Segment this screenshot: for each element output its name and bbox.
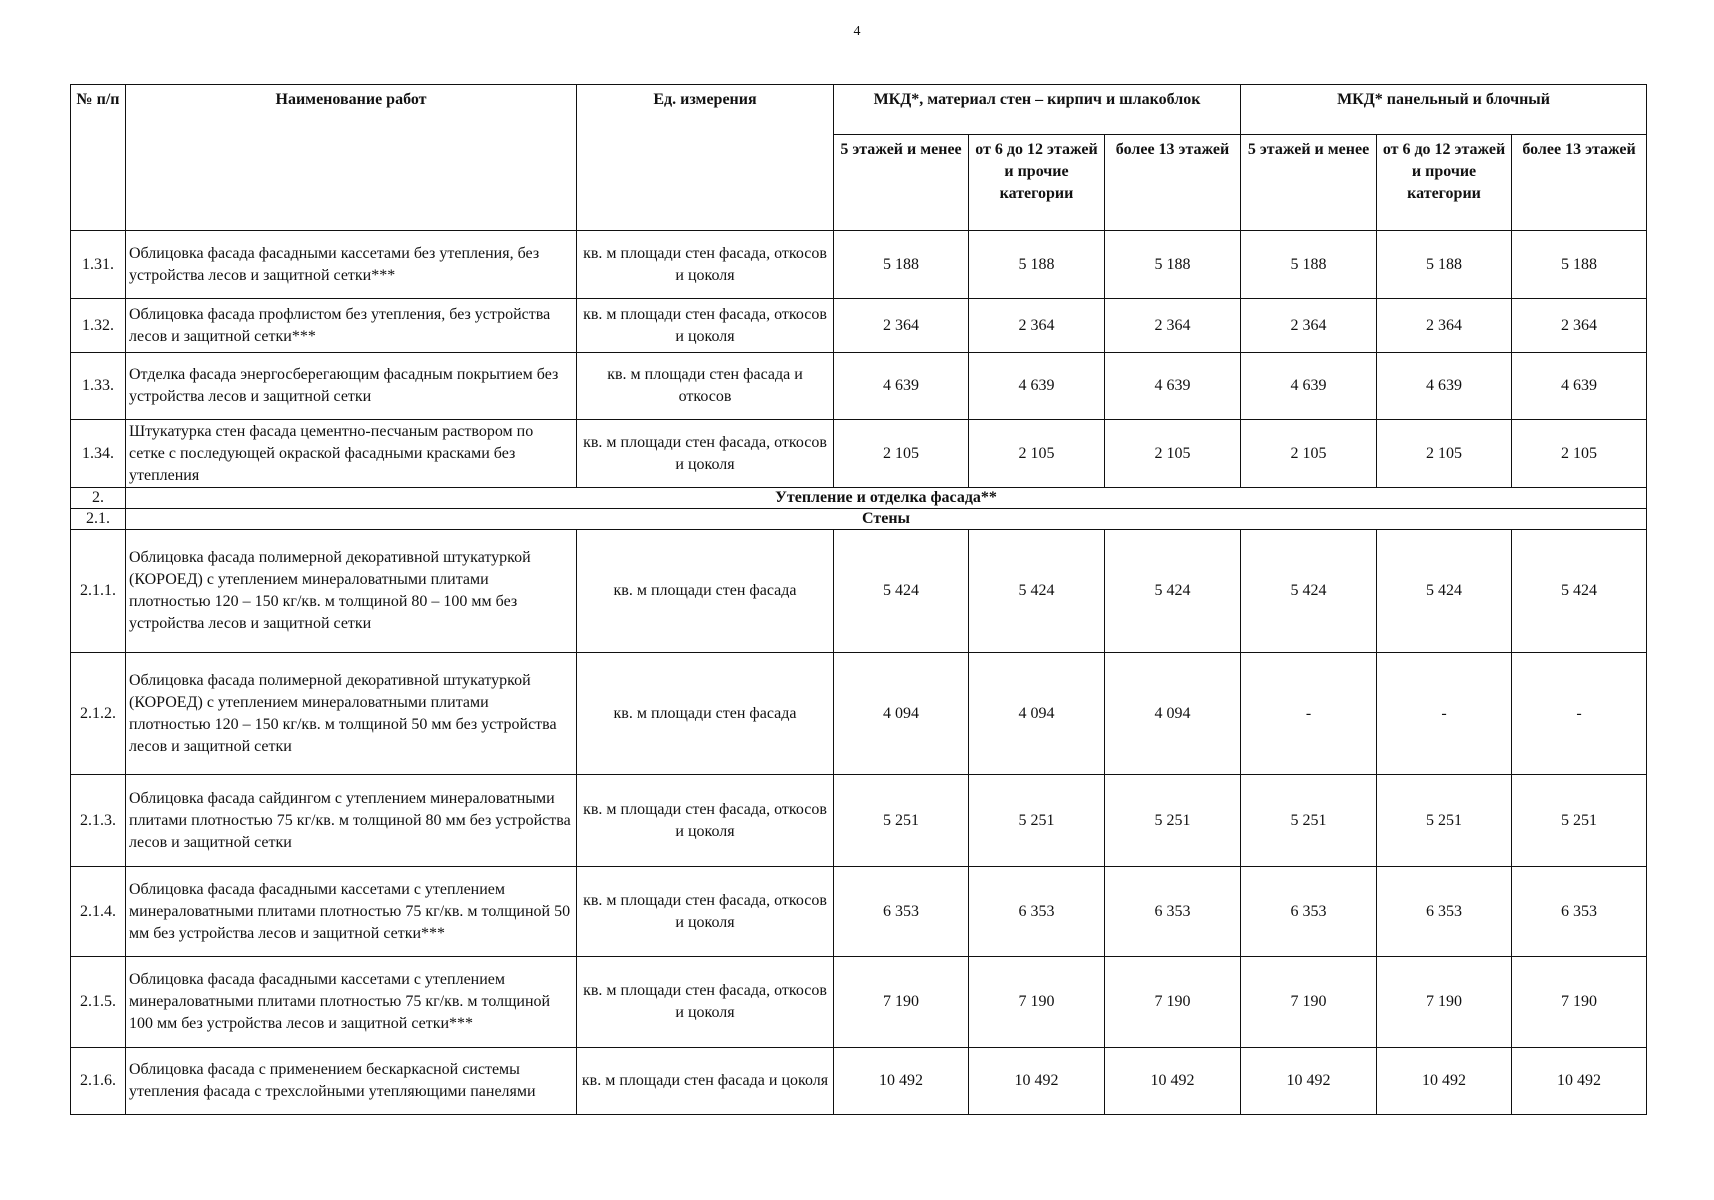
work-name: Штукатурка стен фасада цементно-песчаным раствором по сетке с последующей окраской фасадными красками без утепления [126,420,577,488]
value-cell: 6 353 [969,867,1105,957]
value-cell: 4 639 [1241,353,1377,420]
page-number: 4 [853,24,861,39]
value-cell: 5 251 [1377,775,1512,867]
row-number: 2.1.6. [71,1048,126,1115]
value-cell: 6 353 [1512,867,1647,957]
value-cell: 7 190 [1377,957,1512,1048]
table-row [71,867,1647,957]
work-name: Отделка фасада энергосберегающим фасадным покрытием без устройства лесов и защитной сетки [126,353,577,420]
table-row [71,299,1647,353]
value-cell: 5 188 [834,231,969,299]
value-cell: 4 094 [1105,653,1241,775]
value-cell: 5 251 [1241,775,1377,867]
table-row [71,231,1647,299]
section-row [71,488,1647,509]
work-name: Облицовка фасада фасадными кассетами с утеплением минераловатными плитами плотностью 75 кг/кв. м толщиной 50 мм без устройства лесов и защитной сетки*** [126,867,577,957]
header-sub: 5 этажей и менее [834,135,969,231]
header-name: Наименование работ [126,85,577,231]
value-cell: 5 424 [1377,530,1512,653]
value-cell: - [1512,653,1647,775]
section-title: Утепление и отделка фасада** [126,488,1647,509]
table-row [71,957,1647,1048]
row-number: 2.1.4. [71,867,126,957]
section-number: 2. [71,488,126,509]
header-sub: от 6 до 12 этажей и прочие категории [1377,135,1512,231]
row-number: 2.1.3. [71,775,126,867]
value-cell: 2 105 [969,420,1105,488]
value-cell: 7 190 [1512,957,1647,1048]
unit-cell: кв. м площади стен фасада, откосов и цоколя [577,420,834,488]
value-cell: 10 492 [1377,1048,1512,1115]
work-name: Облицовка фасада полимерной декоративной штукатуркой (КОРОЕД) с утеплением минераловатными плитами плотностью 120 – 150 кг/кв. м толщиной 50 мм без устройства лесов и защитной сетки [126,653,577,775]
header-sub: от 6 до 12 этажей и прочие категории [969,135,1105,231]
value-cell: 5 251 [834,775,969,867]
value-cell: 2 364 [834,299,969,353]
header-group-panel: МКД* панельный и блочный [1241,85,1647,135]
value-cell: 4 639 [969,353,1105,420]
value-cell: - [1377,653,1512,775]
unit-cell: кв. м площади стен фасада, откосов и цоколя [577,867,834,957]
value-cell: 10 492 [1241,1048,1377,1115]
section-row [71,509,1647,530]
section-number: 2.1. [71,509,126,530]
row-number: 1.31. [71,231,126,299]
value-cell: 5 424 [1241,530,1377,653]
value-cell: 4 639 [1105,353,1241,420]
row-number: 1.32. [71,299,126,353]
header-sub: более 13 этажей [1105,135,1241,231]
works-table [70,84,1647,1115]
work-name: Облицовка фасада сайдингом с утеплением минераловатными плитами плотностью 75 кг/кв. м толщиной 80 мм без устройства лесов и защитной сетки [126,775,577,867]
value-cell: 2 364 [1105,299,1241,353]
value-cell: 5 424 [1105,530,1241,653]
value-cell: 5 188 [1377,231,1512,299]
table-row [71,653,1647,775]
value-cell: 2 105 [1377,420,1512,488]
value-cell: 5 424 [1512,530,1647,653]
row-number: 2.1.5. [71,957,126,1048]
header-sub: более 13 этажей [1512,135,1647,231]
value-cell: 2 364 [1241,299,1377,353]
header-num: № п/п [71,85,126,231]
table-row [71,353,1647,420]
work-name: Облицовка фасада фасадными кассетами без утепления, без устройства лесов и защитной сетки*** [126,231,577,299]
value-cell: - [1241,653,1377,775]
unit-cell: кв. м площади стен фасада и цоколя [577,1048,834,1115]
value-cell: 2 364 [969,299,1105,353]
work-name: Облицовка фасада с применением бескаркасной системы утепления фасада с трехслойными утепляющими панелями [126,1048,577,1115]
work-name: Облицовка фасада полимерной декоративной штукатуркой (КОРОЕД) с утеплением минераловатными плитами плотностью 120 – 150 кг/кв. м толщиной 80 – 100 мм без устройства лесов и защитной сетки [126,530,577,653]
value-cell: 10 492 [1512,1048,1647,1115]
unit-cell: кв. м площади стен фасада и откосов [577,353,834,420]
unit-cell: кв. м площади стен фасада, откосов и цоколя [577,299,834,353]
value-cell: 5 424 [969,530,1105,653]
unit-cell: кв. м площади стен фасада, откосов и цоколя [577,957,834,1048]
value-cell: 5 251 [969,775,1105,867]
value-cell: 6 353 [1377,867,1512,957]
unit-cell: кв. м площади стен фасада [577,653,834,775]
value-cell: 7 190 [834,957,969,1048]
unit-cell: кв. м площади стен фасада [577,530,834,653]
value-cell: 7 190 [969,957,1105,1048]
unit-cell: кв. м площади стен фасада, откосов и цоколя [577,231,834,299]
value-cell: 6 353 [1241,867,1377,957]
value-cell: 6 353 [1105,867,1241,957]
row-number: 2.1.2. [71,653,126,775]
value-cell: 4 639 [1512,353,1647,420]
value-cell: 7 190 [1241,957,1377,1048]
value-cell: 4 094 [834,653,969,775]
table-row [71,420,1647,488]
work-name: Облицовка фасада профлистом без утепления, без устройства лесов и защитной сетки*** [126,299,577,353]
value-cell: 4 094 [969,653,1105,775]
value-cell: 2 105 [834,420,969,488]
header-unit: Ед. измерения [577,85,834,231]
value-cell: 5 251 [1105,775,1241,867]
row-number: 1.33. [71,353,126,420]
value-cell: 2 105 [1241,420,1377,488]
header-sub: 5 этажей и менее [1241,135,1377,231]
header-group-brick: МКД*, материал стен – кирпич и шлакоблок [834,85,1241,135]
value-cell: 2 105 [1105,420,1241,488]
work-name: Облицовка фасада фасадными кассетами с утеплением минераловатными плитами плотностью 75 кг/кв. м толщиной 100 мм без устройства лесов и защитной сетки*** [126,957,577,1048]
value-cell: 7 190 [1105,957,1241,1048]
value-cell: 5 251 [1512,775,1647,867]
section-title: Стены [126,509,1647,530]
row-number: 1.34. [71,420,126,488]
value-cell: 6 353 [834,867,969,957]
value-cell: 5 424 [834,530,969,653]
value-cell: 2 105 [1512,420,1647,488]
value-cell: 5 188 [1512,231,1647,299]
value-cell: 2 364 [1377,299,1512,353]
value-cell: 10 492 [834,1048,969,1115]
value-cell: 2 364 [1512,299,1647,353]
value-cell: 5 188 [969,231,1105,299]
table-row [71,775,1647,867]
table-row [71,530,1647,653]
table-row [71,1048,1647,1115]
value-cell: 5 188 [1105,231,1241,299]
value-cell: 5 188 [1241,231,1377,299]
row-number: 2.1.1. [71,530,126,653]
value-cell: 4 639 [834,353,969,420]
value-cell: 10 492 [969,1048,1105,1115]
unit-cell: кв. м площади стен фасада, откосов и цоколя [577,775,834,867]
value-cell: 10 492 [1105,1048,1241,1115]
value-cell: 4 639 [1377,353,1512,420]
